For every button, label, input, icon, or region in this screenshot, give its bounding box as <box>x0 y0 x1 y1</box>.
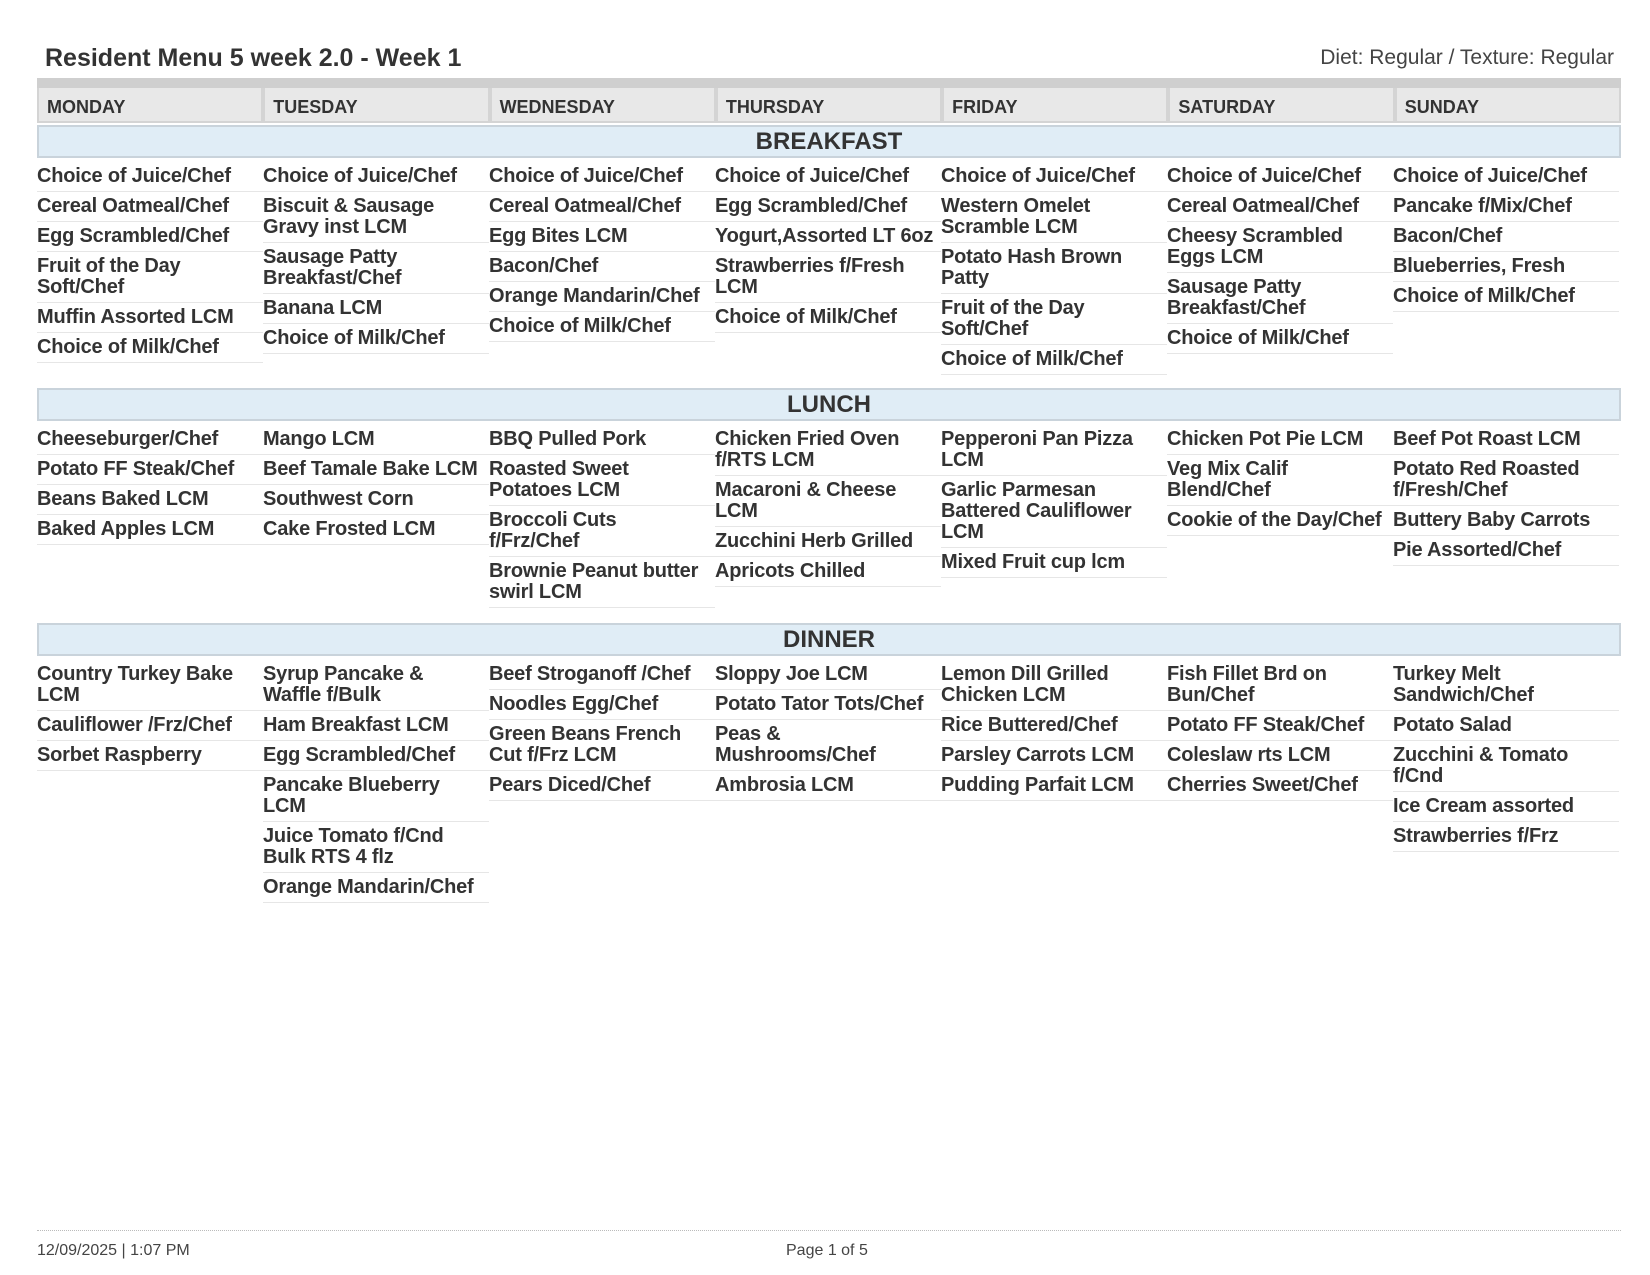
menu-item: Macaroni & Cheese LCM <box>715 476 941 527</box>
menu-item: Fruit of the Day Soft/Chef <box>37 252 263 303</box>
day-column-thursday <box>715 660 941 903</box>
menu-item: Choice of Juice/Chef <box>489 162 715 192</box>
menu-item: Sausage Patty Breakfast/Chef <box>1167 273 1393 324</box>
menu-item: Choice of Juice/Chef <box>1393 162 1619 192</box>
menu-item: Mango LCM <box>263 425 489 455</box>
menu-item: Pancake f/Mix/Chef <box>1393 192 1619 222</box>
menu-item: Sorbet Raspberry <box>37 741 263 771</box>
menu-item: Pepperoni Pan Pizza LCM <box>941 425 1167 476</box>
meal-grid-dinner <box>37 660 1621 903</box>
menu-item: Cherries Sweet/Chef <box>1167 771 1393 801</box>
table-top-strip <box>37 78 1621 88</box>
menu-item: Fruit of the Day Soft/Chef <box>941 294 1167 345</box>
menu-item: Cheesy Scrambled Eggs LCM <box>1167 222 1393 273</box>
menu-item: Muffin Assorted LCM <box>37 303 263 333</box>
menu-item: Cereal Oatmeal/Chef <box>37 192 263 222</box>
day-column-thursday <box>715 425 941 608</box>
menu-item: Bacon/Chef <box>489 252 715 282</box>
menu-item: Sloppy Joe LCM <box>715 660 941 690</box>
menu-item: Choice of Milk/Chef <box>37 333 263 363</box>
menu-item: Yogurt,Assorted LT 6oz <box>715 222 941 252</box>
day-column-friday <box>941 162 1167 375</box>
menu-item: Choice of Milk/Chef <box>941 345 1167 375</box>
day-column-wednesday <box>489 425 715 608</box>
day-column-friday <box>941 660 1167 903</box>
menu-item: Brownie Peanut butter swirl LCM <box>489 557 715 608</box>
menu-item: Pancake Blueberry LCM <box>263 771 489 822</box>
meal-band-dinner: DINNER <box>37 623 1621 656</box>
menu-item: Parsley Carrots LCM <box>941 741 1167 771</box>
menu-item: Choice of Milk/Chef <box>1393 282 1619 312</box>
day-column-sunday <box>1393 162 1619 375</box>
menu-item: Chicken Pot Pie LCM <box>1167 425 1393 455</box>
menu-item: Choice of Milk/Chef <box>715 303 941 333</box>
menu-item: Cereal Oatmeal/Chef <box>1167 192 1393 222</box>
meal-band-lunch: LUNCH <box>37 388 1621 421</box>
meal-grid-breakfast <box>37 162 1621 375</box>
menu-item: Bacon/Chef <box>1393 222 1619 252</box>
menu-item: Zucchini Herb Grilled <box>715 527 941 557</box>
menu-item: Potato Hash Brown Patty <box>941 243 1167 294</box>
menu-item: Banana LCM <box>263 294 489 324</box>
menu-item: Noodles Egg/Chef <box>489 690 715 720</box>
day-header-monday: MONDAY <box>37 88 263 123</box>
day-header-sunday: SUNDAY <box>1395 88 1621 123</box>
day-header-tuesday: TUESDAY <box>263 88 489 123</box>
day-column-tuesday <box>263 425 489 608</box>
day-column-monday <box>37 425 263 608</box>
menu-item: Potato FF Steak/Chef <box>1167 711 1393 741</box>
menu-item: Blueberries, Fresh <box>1393 252 1619 282</box>
menu-item: Western Omelet Scramble LCM <box>941 192 1167 243</box>
menu-item: Choice of Milk/Chef <box>263 324 489 354</box>
day-column-monday <box>37 162 263 375</box>
menu-item: Baked Apples LCM <box>37 515 263 545</box>
menu-item: Broccoli Cuts f/Frz/Chef <box>489 506 715 557</box>
menu-item: Choice of Milk/Chef <box>1167 324 1393 354</box>
day-column-tuesday <box>263 162 489 375</box>
menu-item: Garlic Parmesan Battered Cauliflower LCM <box>941 476 1167 548</box>
menu-item: Pudding Parfait LCM <box>941 771 1167 801</box>
page-title: Resident Menu 5 week 2.0 - Week 1 <box>45 44 462 72</box>
menu-item: Apricots Chilled <box>715 557 941 587</box>
menu-item: Orange Mandarin/Chef <box>489 282 715 312</box>
day-column-saturday <box>1167 425 1393 608</box>
menu-item: Fish Fillet Brd on Bun/Chef <box>1167 660 1393 711</box>
day-header-wednesday: WEDNESDAY <box>490 88 716 123</box>
day-column-monday <box>37 660 263 903</box>
day-column-sunday <box>1393 425 1619 608</box>
menu-item: Ambrosia LCM <box>715 771 941 801</box>
menu-item: Ham Breakfast LCM <box>263 711 489 741</box>
menu-item: Mixed Fruit cup lcm <box>941 548 1167 578</box>
day-column-wednesday <box>489 660 715 903</box>
menu-item: Beef Pot Roast LCM <box>1393 425 1619 455</box>
day-column-wednesday <box>489 162 715 375</box>
day-header-thursday: THURSDAY <box>716 88 942 123</box>
menu-item: Egg Scrambled/Chef <box>37 222 263 252</box>
menu-item: Roasted Sweet Potatoes LCM <box>489 455 715 506</box>
menu-item: Orange Mandarin/Chef <box>263 873 489 903</box>
menu-item: Turkey Melt Sandwich/Chef <box>1393 660 1619 711</box>
menu-item: Choice of Juice/Chef <box>263 162 489 192</box>
menu-item: Pears Diced/Chef <box>489 771 715 801</box>
menu-item: Buttery Baby Carrots <box>1393 506 1619 536</box>
meal-grid-lunch <box>37 425 1621 608</box>
menu-item: Green Beans French Cut f/Frz LCM <box>489 720 715 771</box>
day-header-saturday: SATURDAY <box>1168 88 1394 123</box>
menu-item: BBQ Pulled Pork <box>489 425 715 455</box>
menu-item: Veg Mix Calif Blend/Chef <box>1167 455 1393 506</box>
menu-item: Syrup Pancake & Waffle f/Bulk <box>263 660 489 711</box>
day-header-friday: FRIDAY <box>942 88 1168 123</box>
day-header-row <box>37 88 1621 123</box>
menu-item: Choice of Juice/Chef <box>37 162 263 192</box>
menu-item: Beef Tamale Bake LCM <box>263 455 489 485</box>
menu-item: Potato Tator Tots/Chef <box>715 690 941 720</box>
menu-item: Pie Assorted/Chef <box>1393 536 1619 566</box>
menu-item: Beans Baked LCM <box>37 485 263 515</box>
menu-item: Choice of Juice/Chef <box>941 162 1167 192</box>
menu-item: Egg Bites LCM <box>489 222 715 252</box>
diet-texture-label: Diet: Regular / Texture: Regular <box>1320 46 1614 69</box>
menu-item: Country Turkey Bake LCM <box>37 660 263 711</box>
menu-item: Potato Red Roasted f/Fresh/Chef <box>1393 455 1619 506</box>
day-column-friday <box>941 425 1167 608</box>
menu-item: Beef Stroganoff /Chef <box>489 660 715 690</box>
day-column-saturday <box>1167 660 1393 903</box>
menu-item: Cake Frosted LCM <box>263 515 489 545</box>
menu-item: Zucchini & Tomato f/Cnd <box>1393 741 1619 792</box>
menu-item: Choice of Juice/Chef <box>715 162 941 192</box>
menu-item: Egg Scrambled/Chef <box>263 741 489 771</box>
meal-band-breakfast: BREAKFAST <box>37 125 1621 158</box>
menu-item: Juice Tomato f/Cnd Bulk RTS 4 flz <box>263 822 489 873</box>
footer-datetime: 12/09/2025 | 1:07 PM <box>37 1242 190 1259</box>
day-column-saturday <box>1167 162 1393 375</box>
menu-item: Egg Scrambled/Chef <box>715 192 941 222</box>
menu-item: Lemon Dill Grilled Chicken LCM <box>941 660 1167 711</box>
menu-item: Strawberries f/Frz <box>1393 822 1619 852</box>
menu-item: Southwest Corn <box>263 485 489 515</box>
menu-item: Cauliflower /Frz/Chef <box>37 711 263 741</box>
day-column-tuesday <box>263 660 489 903</box>
menu-item: Choice of Juice/Chef <box>1167 162 1393 192</box>
menu-item: Chicken Fried Oven f/RTS LCM <box>715 425 941 476</box>
menu-item: Rice Buttered/Chef <box>941 711 1167 741</box>
footer-divider <box>37 1230 1621 1231</box>
menu-item: Biscuit & Sausage Gravy inst LCM <box>263 192 489 243</box>
menu-item: Strawberries f/Fresh LCM <box>715 252 941 303</box>
menu-item: Peas & Mushrooms/Chef <box>715 720 941 771</box>
menu-item: Cookie of the Day/Chef <box>1167 506 1393 536</box>
menu-item: Potato FF Steak/Chef <box>37 455 263 485</box>
menu-item: Potato Salad <box>1393 711 1619 741</box>
day-column-thursday <box>715 162 941 375</box>
menu-item: Sausage Patty Breakfast/Chef <box>263 243 489 294</box>
menu-item: Coleslaw rts LCM <box>1167 741 1393 771</box>
day-column-sunday <box>1393 660 1619 903</box>
footer-page-number: Page 1 of 5 <box>786 1242 868 1259</box>
menu-item: Cereal Oatmeal/Chef <box>489 192 715 222</box>
menu-item: Choice of Milk/Chef <box>489 312 715 342</box>
menu-item: Ice Cream assorted <box>1393 792 1619 822</box>
menu-item: Cheeseburger/Chef <box>37 425 263 455</box>
